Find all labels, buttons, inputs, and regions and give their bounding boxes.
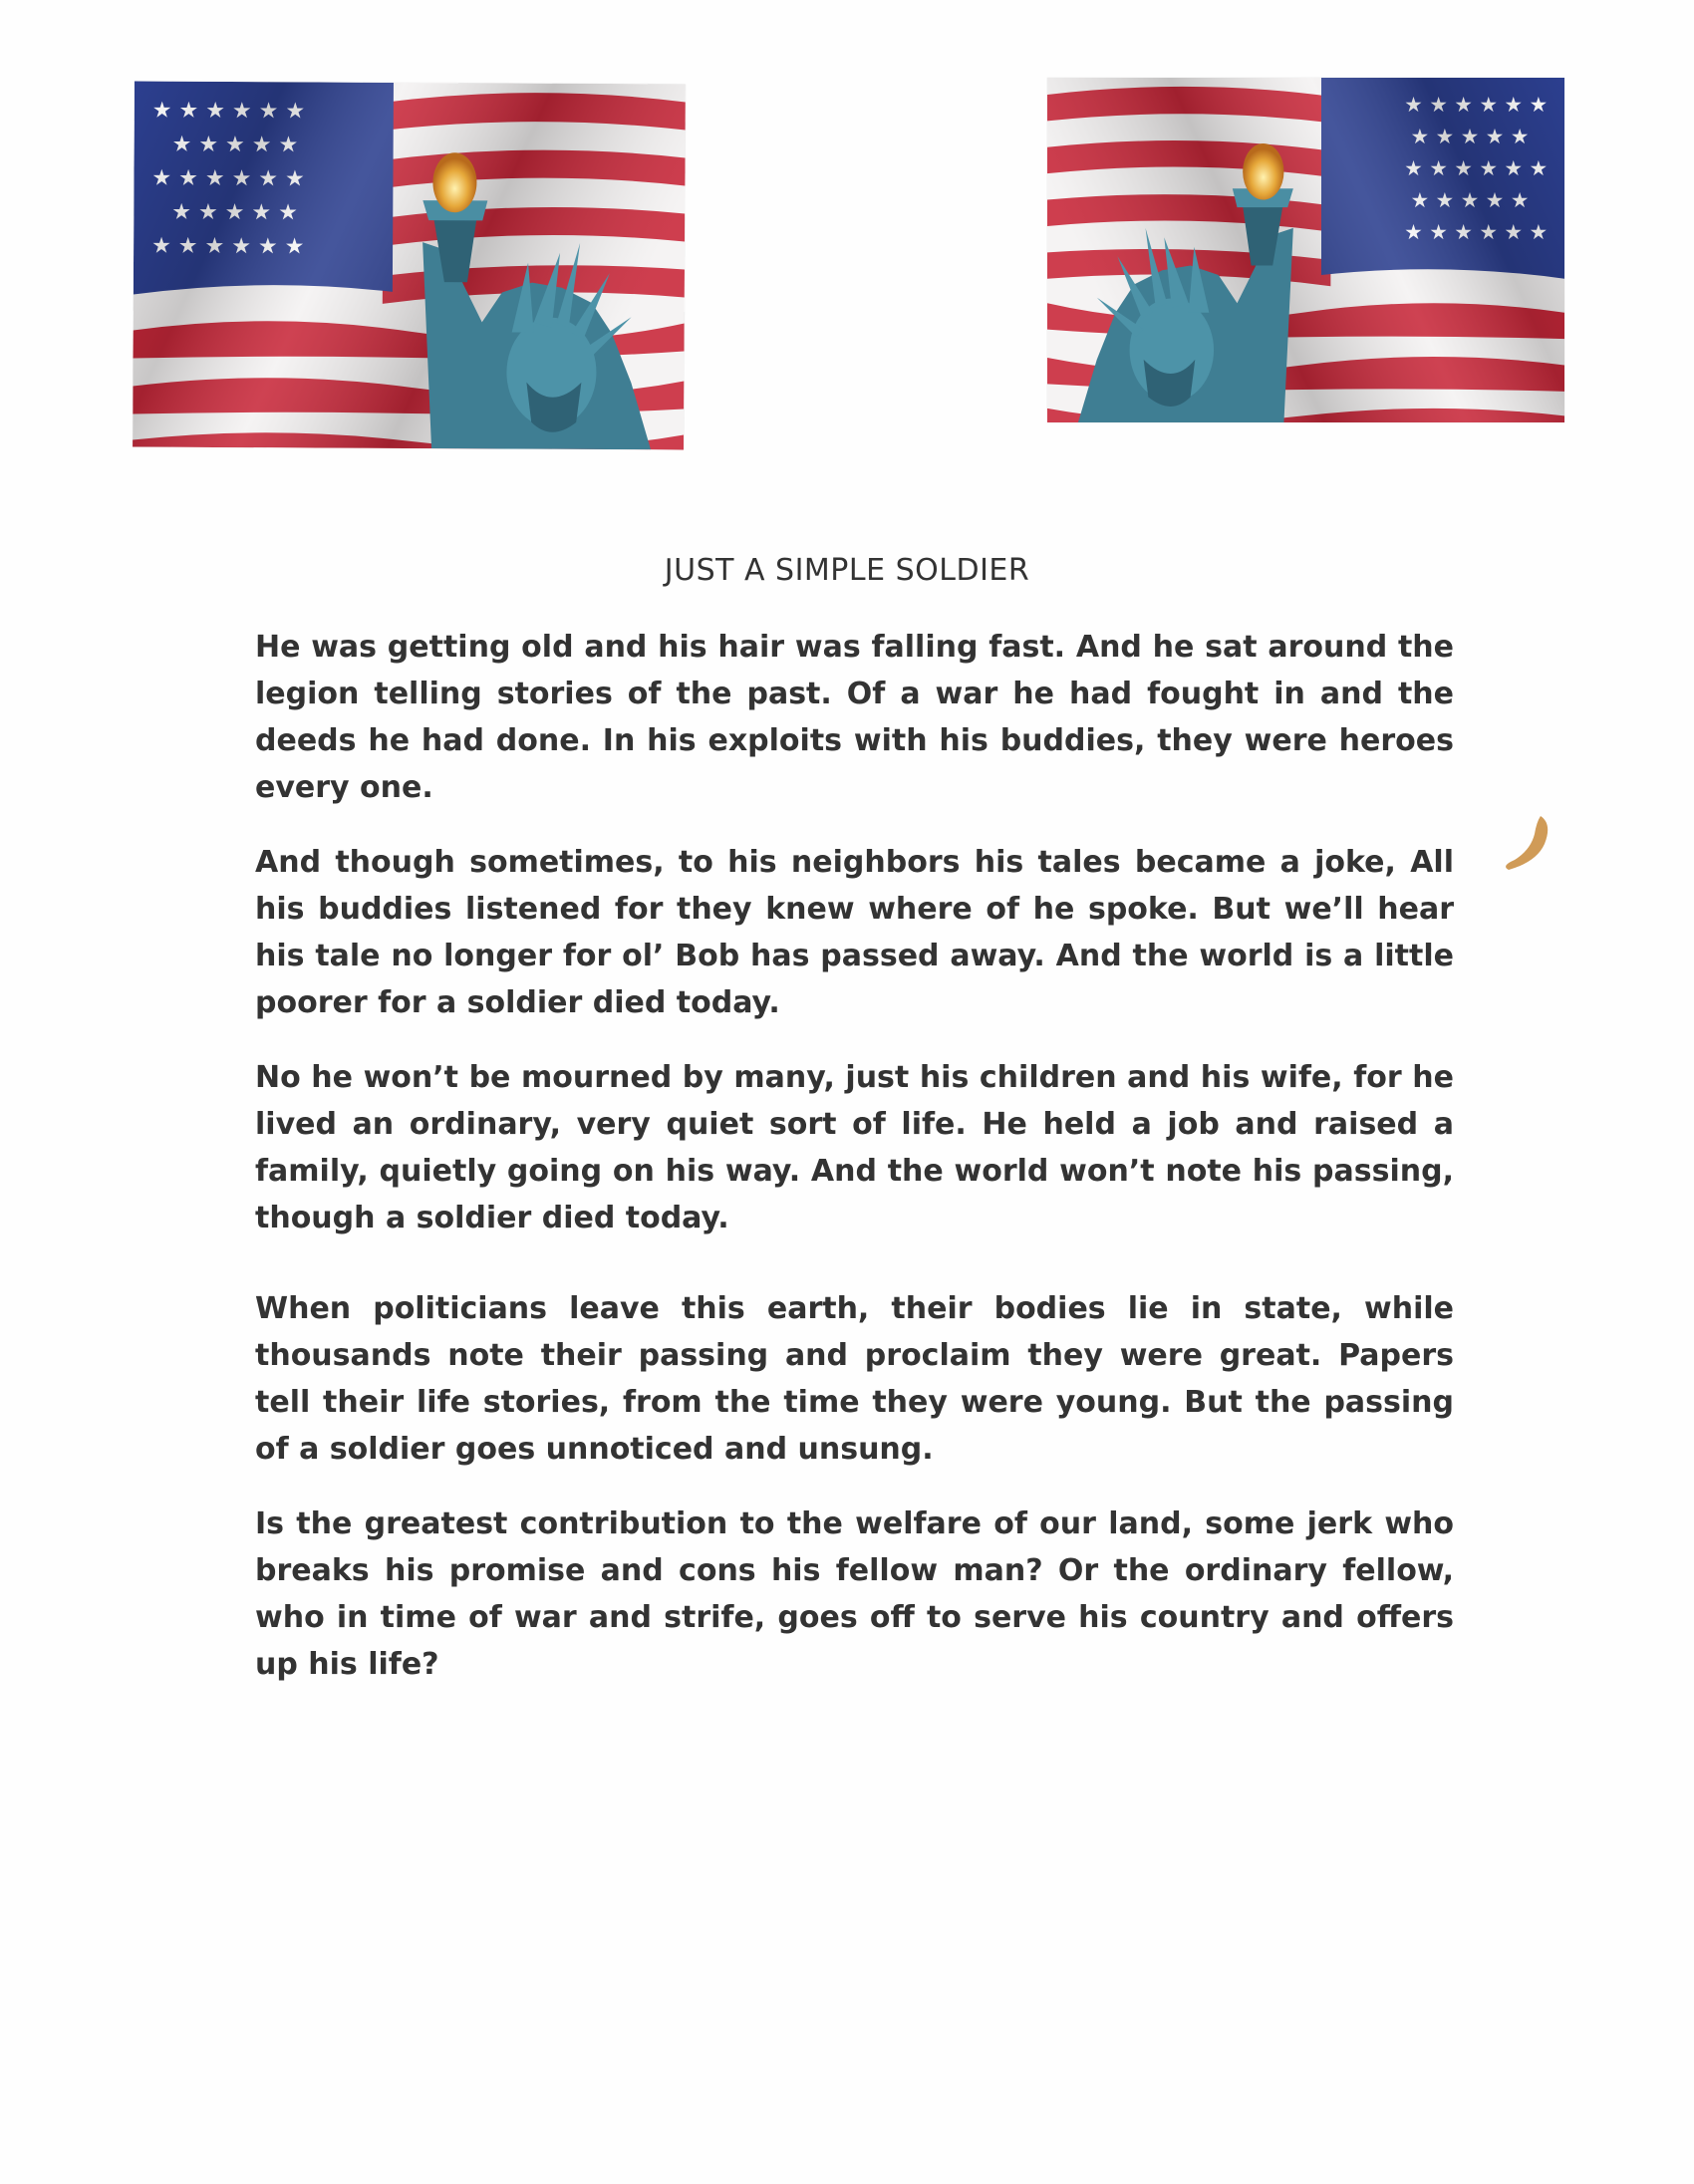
flag-statue-image-left [133, 82, 686, 450]
paragraph-3: No he won’t be mourned by many, just his children and his wife, for he lived an ordinary, very quiet sort of life. He held a job and raised a family, quietly going on his way. And the world won’t note his passing, though a soldier died today. [255, 1060, 1454, 1235]
stain-mark [1501, 814, 1553, 872]
paragraph-2: And though sometimes, to his neighbors his tales became a joke, All his buddies listened for they knew where of he spoke. But we’ll hear his tale no longer for ol’ Bob has passed away. And the world is a little poorer for a soldier died today. [255, 845, 1454, 1020]
flag-statue-illustration [133, 82, 686, 450]
paragraph-4: When politicians leave this earth, their bodies lie in state, while thousands note their passing and proclaim they were great. Papers tell their life stories, from the time they were young. But the passing of a soldier goes unnoticed and unsung. [255, 1291, 1454, 1467]
flag-statue-image-right [1047, 78, 1564, 422]
paragraph-1: He was getting old and his hair was falling fast. And he sat around the legion telling stories of the past. Of a war he had fought in and the deeds he had done. In his exploits with his buddies, they were heroes every one. [255, 630, 1454, 805]
document-body [255, 624, 1454, 1688]
paragraph-5: Is the greatest contribution to the welfare of our land, some jerk who breaks his promise and cons his fellow man? Or the ordinary fellow, who in time of war and strife, goes off to serve his country and offers up his life? [255, 1506, 1454, 1682]
document-title: JUST A SIMPLE SOLDIER [664, 553, 1030, 588]
flag-statue-illustration-mirrored [1047, 78, 1564, 422]
